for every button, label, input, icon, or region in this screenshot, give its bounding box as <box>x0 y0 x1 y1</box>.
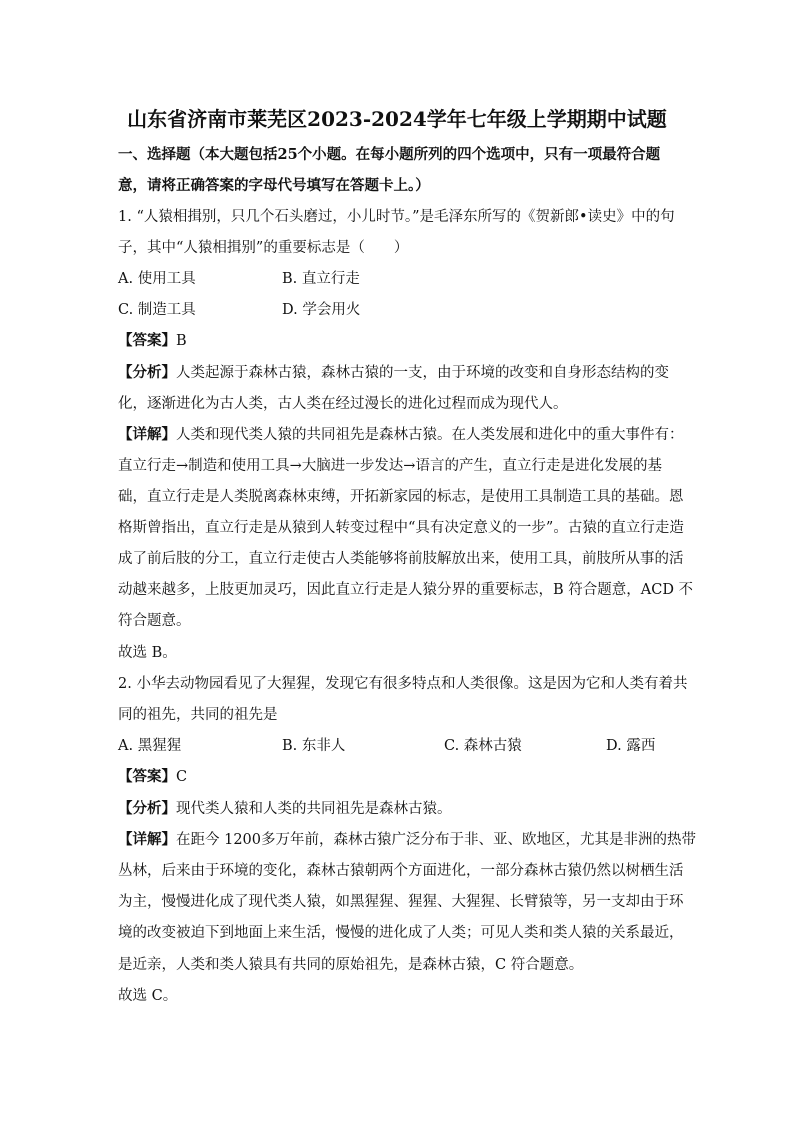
q1-detail-line-3: 础，直立行走是人类脱离森林束缚，开拓新家园的标志，是使用工具制造工具的基础。恩 <box>118 489 684 505</box>
q1-option-a: A. 使用工具 <box>118 271 196 287</box>
q1-detail-line-2: 直立行走→制造和使用工具→大脑进一步发达→语言的产生，直立行走是进化发展的基 <box>118 458 662 474</box>
detail-tag: 【详解】 <box>118 831 176 848</box>
q1-analysis-line-1 <box>118 363 669 383</box>
q1-detail-line-4: 格斯曾指出，直立行走是从猿到人转变过程中“具有决定意义的一步”。古猿的直立行走造 <box>118 520 684 536</box>
q1-stem-line-1: 1. “人猿相揖别，只几个石头磨过，小儿时节。”是毛泽东所写的《贺新郎•读史》中的句 <box>118 209 675 225</box>
q1-answer <box>118 331 187 351</box>
q2-conclusion: 故选 C。 <box>118 988 178 1004</box>
q1-detail-line-6: 动越来越多，上肢更加灵巧，因此直立行走是人猿分界的重要标志，B 符合题意，ACD 不 <box>118 582 694 598</box>
q2-option-d: D. 露西 <box>606 738 656 754</box>
q2-detail-line-1 <box>118 830 696 850</box>
q2-analysis-text-1: 现代类人猿和人类的共同祖先是森林古猿。 <box>176 801 452 817</box>
q2-detail-line-2: 丛林，后来由于环境的变化，森林古猿朝两个方面进化，一部分森林古猿仍然以树栖生活 <box>118 863 684 879</box>
q1-stem-line-2: 子，其中“人猿相揖别”的重要标志是（ ） <box>118 240 409 256</box>
q1-detail-line-7: 符合题意。 <box>118 613 191 629</box>
q1-detail-text-1: 人类和现代类人猿的共同祖先是森林古猿。在人类发展和进化中的重大事件有： <box>176 427 684 443</box>
q2-stem-line-1: 2. 小华去动物园看见了大猩猩，发现它有很多特点和人类很像。这是因为它和人类有着共 <box>118 676 688 692</box>
q2-detail-line-4: 境的改变被迫下到地面上来生活，慢慢的进化成了人类；可见人类和类人猿的关系最近， <box>118 925 684 941</box>
q1-option-d: D. 学会用火 <box>282 302 361 318</box>
q2-answer <box>118 767 187 787</box>
q1-detail-line-1 <box>118 425 684 445</box>
q1-analysis-line-2: 化，逐渐进化为古人类，古人类在经过漫长的进化过程而成为现代人。 <box>118 396 568 412</box>
q1-analysis-text-1: 人类起源于森林古猿，森林古猿的一支，由于环境的改变和自身形态结构的变 <box>176 365 669 381</box>
page-title: 山东省济南市莱芜区2023-2024学年七年级上学期期中试题 <box>127 107 667 131</box>
q1-answer-value: B <box>176 333 187 349</box>
q2-option-a: A. 黑猩猩 <box>118 738 182 754</box>
analysis-tag: 【分析】 <box>118 364 176 381</box>
detail-tag: 【详解】 <box>118 426 176 443</box>
section-heading-line-2: 意，请将正确答案的字母代号填写在答题卡上。） <box>118 177 430 194</box>
section-heading-line-1: 一、选择题（本大题包括25个小题。在每小题所列的四个选项中，只有一项最符合题 <box>118 146 661 163</box>
answer-tag: 【答案】 <box>118 332 176 349</box>
analysis-tag: 【分析】 <box>118 800 176 817</box>
q1-detail-line-5: 成了前后肢的分工，直立行走使古人类能够将前肢解放出来，使用工具，前肢所从事的活 <box>118 551 684 567</box>
q1-conclusion: 故选 B。 <box>118 645 177 661</box>
q1-option-b: B. 直立行走 <box>282 271 360 287</box>
q2-answer-value: C <box>176 769 188 785</box>
q2-option-c: C. 森林古猿 <box>444 738 522 754</box>
answer-tag: 【答案】 <box>118 768 176 785</box>
q2-stem-line-2: 同的祖先，共同的祖先是 <box>118 707 278 723</box>
q2-detail-text-1: 在距今 1200多万年前，森林古猿广泛分布于非、亚、欧地区，尤其是非洲的热带 <box>176 832 697 848</box>
q2-detail-line-3: 为主，慢慢进化成了现代类人猿，如黑猩猩、猩猩、大猩猩、长臂猿等，另一支却由于环 <box>118 894 684 910</box>
q1-option-c: C. 制造工具 <box>118 302 196 318</box>
q2-detail-line-5: 是近亲，人类和类人猿具有共同的原始祖先，是森林古猿，C 符合题意。 <box>118 957 584 973</box>
q2-option-b: B. 东非人 <box>282 738 346 754</box>
q2-analysis-line-1 <box>118 799 452 819</box>
